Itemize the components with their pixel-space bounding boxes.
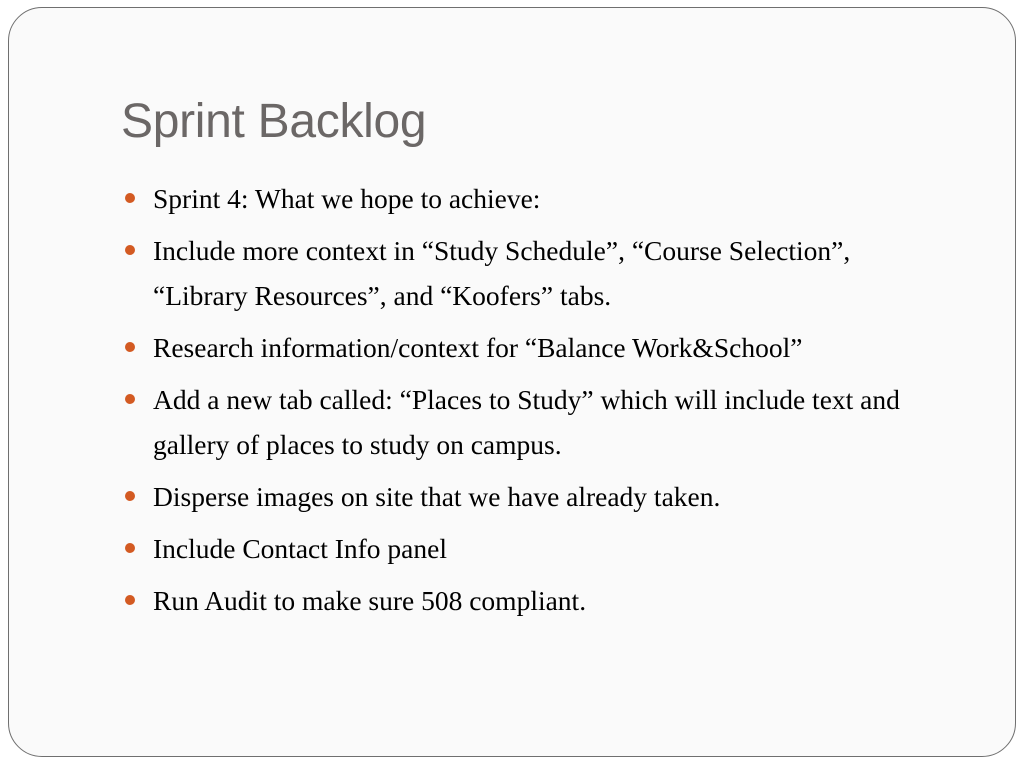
- bullet-dot-icon: [125, 193, 135, 203]
- bullet-text: Add a new tab called: “Places to Study” which will include text and gallery of places to study on campus.: [153, 384, 900, 460]
- bullet-text: Disperse images on site that we have already taken.: [153, 481, 721, 512]
- bullet-dot-icon: [125, 491, 135, 501]
- bullet-item: [121, 377, 941, 467]
- bullet-text: Run Audit to make sure 508 compliant.: [153, 585, 587, 616]
- slide-title: Sprint Backlog: [121, 95, 427, 148]
- bullet-item: [121, 325, 941, 370]
- bullet-text: Research information/context for “Balance Work&School”: [153, 332, 803, 363]
- bullet-dot-icon: [125, 394, 135, 404]
- bullet-item: [121, 578, 941, 623]
- slide-frame: [8, 7, 1016, 757]
- bullet-text: Include Contact Info panel: [153, 533, 447, 564]
- bullet-item: [121, 176, 941, 221]
- bullet-item: [121, 474, 941, 519]
- bullet-item: [121, 228, 941, 318]
- bullet-dot-icon: [125, 342, 135, 352]
- bullet-dot-icon: [125, 595, 135, 605]
- bullet-item: [121, 526, 941, 571]
- bullet-list: [121, 176, 941, 630]
- bullet-text: Sprint 4: What we hope to achieve:: [153, 183, 541, 214]
- bullet-dot-icon: [125, 245, 135, 255]
- bullet-text: Include more context in “Study Schedule”, “Course Selection”, “Library Resources”, and “Koofers” tabs.: [153, 235, 851, 311]
- bullet-dot-icon: [125, 543, 135, 553]
